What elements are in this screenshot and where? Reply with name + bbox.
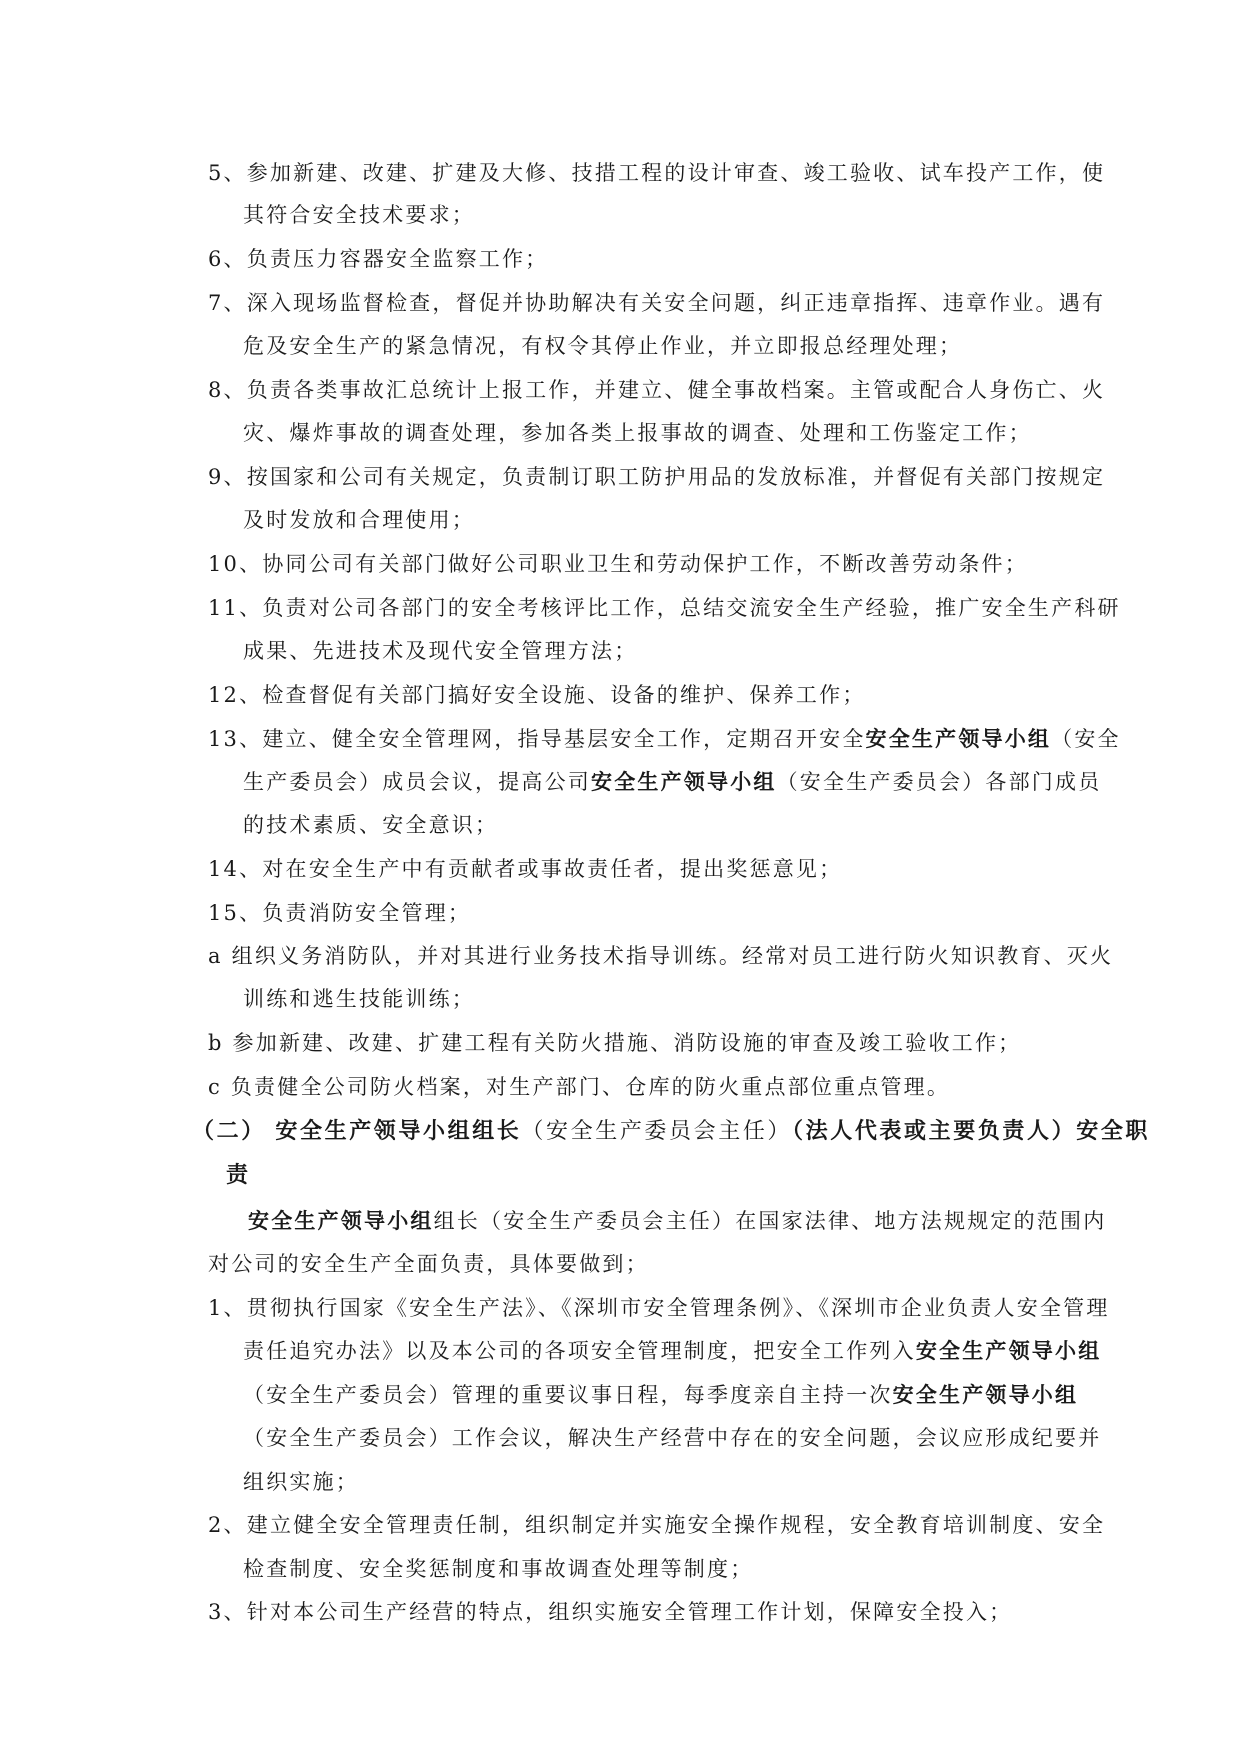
duty-item-1 — [208, 1293, 1110, 1323]
list-item-5 — [208, 158, 1105, 188]
item-text: 负责各类事故汇总统计上报工作，并建立、健全事故档案。主管或配合人身伤亡、火 — [246, 378, 1106, 402]
bold-term: 安全生产领导小组 — [865, 726, 1052, 751]
sub-item-a — [208, 941, 1113, 971]
list-item-7-cont: 危及安全生产的紧急情况，有权令其停止作业，并立即报总经理处理； — [243, 334, 963, 358]
section-number: （二） — [192, 1118, 266, 1144]
item-number: 8、 — [208, 378, 247, 402]
item-text: 参加新建、改建、扩建及大修、技措工程的设计审查、竣工验收、试车投产工作，使 — [246, 161, 1106, 185]
list-item-5-cont: 其符合安全技术要求； — [243, 203, 475, 227]
item-text: 检查督促有关部门搞好安全设施、设备的维护、保养工作； — [262, 683, 866, 707]
item-number: 14、 — [208, 857, 263, 881]
section-title-bold: 安全生产领导小组组长 — [275, 1118, 522, 1144]
item-text: 生产委员会）成员会议，提高公司 — [243, 770, 591, 794]
item-text: 负责压力容器安全监察工作； — [246, 247, 549, 271]
list-item-11-cont: 成果、先进技术及现代安全管理方法； — [243, 639, 638, 663]
duty-item-2-cont: 检查制度、安全奖惩制度和事故调查处理等制度； — [243, 1557, 754, 1581]
item-number: 5、 — [208, 161, 247, 185]
section-title-normal: （安全生产委员会主任） — [521, 1119, 793, 1144]
item-text: （安全 — [1051, 727, 1121, 751]
duty-item-1-cont-2 — [243, 1380, 1078, 1410]
item-number: 13、 — [208, 727, 263, 751]
item-number: 1、 — [208, 1296, 247, 1320]
item-text: 建立健全安全管理责任制，组织制定并实施安全操作规程，安全教育培训制度、安全 — [246, 1513, 1106, 1537]
item-text: 贯彻执行国家《安全生产法》、《深圳市安全管理条例》、《深圳市企业负责人安全管理 — [246, 1296, 1110, 1320]
item-number: 2、 — [208, 1513, 247, 1537]
bold-term: 安全生产领导小组 — [915, 1338, 1102, 1363]
bold-term: 安全生产领导小组 — [248, 1208, 434, 1233]
list-item-9-cont: 及时发放和合理使用； — [243, 508, 475, 532]
duty-item-2 — [208, 1510, 1105, 1540]
item-number: 15、 — [208, 901, 263, 925]
item-number: 9、 — [208, 465, 247, 489]
item-number: 11、 — [208, 596, 263, 620]
list-item-6 — [208, 244, 548, 274]
item-text: 对在安全生产中有贡献者或事故责任者，提出奖惩意见； — [262, 857, 843, 881]
list-item-10 — [208, 549, 1028, 579]
section-heading — [192, 1116, 1150, 1147]
item-number: 3、 — [208, 1600, 247, 1624]
list-item-9 — [208, 462, 1105, 492]
item-text: 针对本公司生产经营的特点，组织实施安全管理工作计划，保障安全投入； — [246, 1600, 1013, 1624]
item-text: 负责健全公司防火档案，对生产部门、仓库的防火重点部位重点管理。 — [230, 1075, 951, 1099]
duty-item-3 — [208, 1597, 1012, 1627]
sub-item-a-cont: 训练和逃生技能训练； — [243, 987, 475, 1011]
item-text: 负责消防安全管理； — [262, 901, 472, 925]
list-item-11 — [208, 593, 1121, 623]
sub-item-c — [208, 1072, 950, 1102]
item-text: 责任追究办法》以及本公司的各项安全管理制度，把安全工作列入 — [243, 1339, 916, 1363]
item-text: 负责对公司各部门的安全考核评比工作，总结交流安全生产经验，推广安全生产科研 — [262, 596, 1121, 620]
list-item-13 — [208, 724, 1121, 754]
item-text: 建立、健全安全管理网，指导基层安全工作，定期召开安全 — [262, 727, 866, 751]
item-text: 组织义务消防队，并对其进行业务技术指导训练。经常对员工进行防火知识教育、灭火 — [231, 944, 1114, 968]
item-number: 7、 — [208, 291, 247, 315]
item-text: 深入现场监督检查，督促并协助解决有关安全问题，纠正违章指挥、违章作业。遇有 — [246, 291, 1106, 315]
intro-paragraph — [248, 1206, 1106, 1236]
intro-paragraph-cont: 对公司的安全生产全面负责，具体要做到； — [208, 1252, 649, 1276]
bold-term: 安全生产领导小组 — [892, 1382, 1079, 1407]
duty-item-1-cont-3: （安全生产委员会）工作会议，解决生产经营中存在的安全问题，会议应形成纪要并 — [243, 1426, 1102, 1450]
sub-item-label: b — [208, 1031, 224, 1055]
list-item-13-cont — [243, 767, 1101, 797]
item-text: 按国家和公司有关规定，负责制订职工防护用品的发放标准，并督促有关部门按规定 — [246, 465, 1106, 489]
intro-text: 组长（安全生产委员会主任）在国家法律、地方法规规定的范围内 — [433, 1209, 1107, 1233]
duty-item-1-cont — [243, 1336, 1101, 1366]
sub-item-b — [208, 1028, 1021, 1058]
sub-item-label: c — [208, 1075, 222, 1099]
sub-item-label: a — [208, 944, 223, 968]
list-item-14 — [208, 854, 842, 884]
list-item-15 — [208, 898, 471, 928]
bold-term: 安全生产领导小组 — [591, 769, 777, 794]
list-item-12 — [208, 680, 866, 710]
item-text: （安全生产委员会）管理的重要议事日程，每季度亲自主持一次 — [243, 1383, 893, 1407]
list-item-8-cont: 灾、爆炸事故的调查处理，参加各类上报事故的调查、处理和工伤鉴定工作； — [243, 421, 1032, 445]
item-text: （安全生产委员会）各部门成员 — [776, 770, 1102, 794]
section-title-bold-2: （法人代表或主要负责人）安全职 — [792, 1118, 1151, 1144]
item-number: 6、 — [208, 247, 247, 271]
list-item-7 — [208, 288, 1105, 318]
item-text: 参加新建、改建、扩建工程有关防火措施、消防设施的审查及竣工验收工作； — [232, 1031, 1022, 1055]
section-heading-cont: 责 — [226, 1162, 251, 1188]
list-item-8 — [208, 375, 1105, 405]
item-text: 协同公司有关部门做好公司职业卫生和劳动保护工作，不断改善劳动条件； — [262, 552, 1028, 576]
item-number: 12、 — [208, 683, 263, 707]
duty-item-1-cont-4: 组织实施； — [243, 1470, 359, 1494]
list-item-13-cont-2: 的技术素质、安全意识； — [243, 813, 499, 837]
item-number: 10、 — [208, 552, 263, 576]
